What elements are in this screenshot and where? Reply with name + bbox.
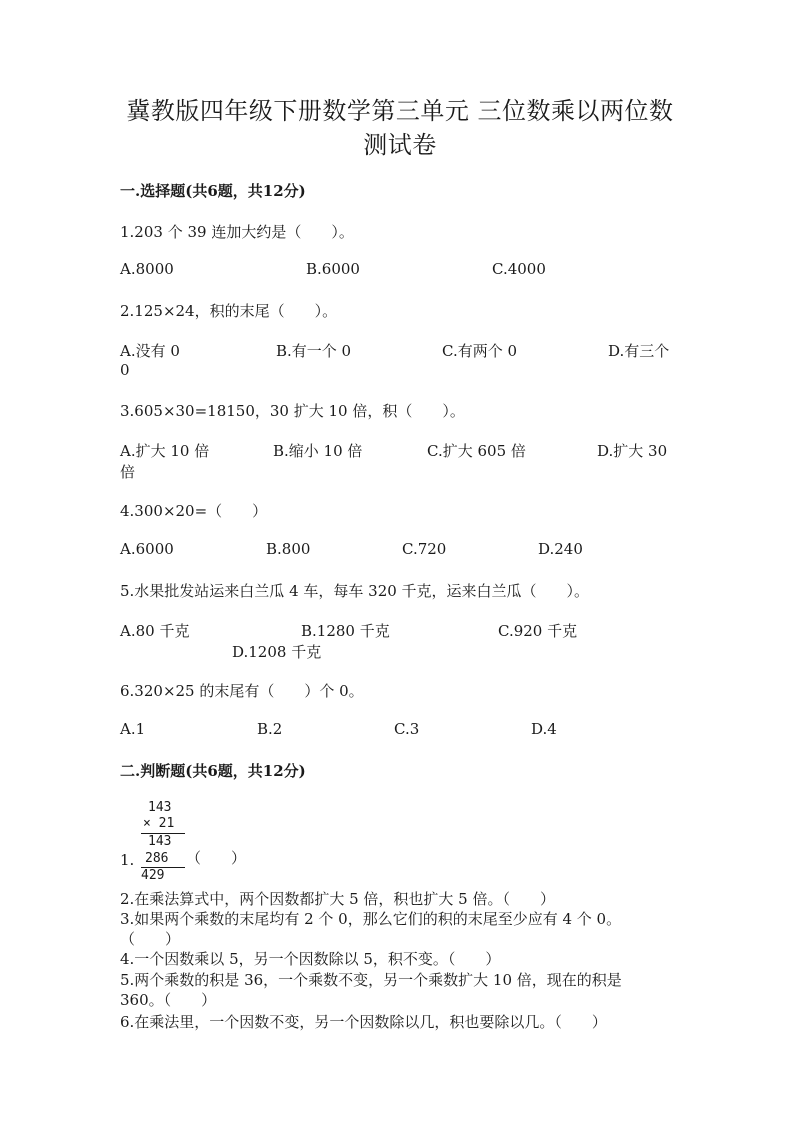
calc-multiplicand: 143 (148, 800, 172, 815)
q2-option-c[interactable]: C.有两个 0 (442, 342, 518, 360)
q2-option-d-wrap: 0 (120, 361, 130, 379)
judge-item-1-blank[interactable]: （ ） (186, 849, 247, 867)
q4-option-a[interactable]: A.6000 (120, 540, 174, 558)
judge-item-2: 2.在乘法算式中，两个因数都扩大 5 倍，积也扩大 5 倍。（ ） (120, 890, 555, 908)
q3-option-d[interactable]: D.扩大 30 (597, 442, 668, 460)
question-2: 2.125×24，积的末尾（ ）。 (120, 302, 338, 320)
q1-option-c[interactable]: C.4000 (492, 260, 546, 278)
calc-multiplier: × 21 (143, 816, 175, 831)
q4-option-c[interactable]: C.720 (402, 540, 447, 558)
judge-item-5-cont: 360。（ ） (120, 991, 217, 1009)
q6-option-c[interactable]: C.3 (394, 720, 420, 738)
q2-option-d[interactable]: D.有三个 (608, 342, 670, 360)
exam-title-line2: 测试卷 (363, 131, 437, 159)
question-4: 4.300×20=（ ） (120, 502, 268, 520)
section-heading-judgement: 二.判断题(共6题，共12分) (120, 762, 306, 780)
q4-option-b[interactable]: B.800 (266, 540, 311, 558)
q2-option-a[interactable]: A.没有 0 (120, 342, 180, 360)
exam-title-line1: 冀教版四年级下册数学第三单元 三位数乘以两位数 (126, 97, 674, 125)
q5-option-c[interactable]: C.920 千克 (498, 622, 578, 640)
question-3: 3.605×30=18150，30 扩大 10 倍，积（ ）。 (120, 402, 465, 420)
q4-option-d[interactable]: D.240 (538, 540, 583, 558)
q3-option-b[interactable]: B.缩小 10 倍 (273, 442, 363, 460)
judge-item-6: 6.在乘法里，一个因数不变，另一个因数除以几，积也要除以几。（ ） (120, 1013, 607, 1031)
section-heading-choice: 一.选择题(共6题，共12分) (120, 182, 306, 200)
q6-option-b[interactable]: B.2 (257, 720, 283, 738)
judge-item-1-number: 1. (120, 851, 135, 869)
q5-option-a[interactable]: A.80 千克 (120, 622, 190, 640)
q1-option-a[interactable]: A.8000 (120, 260, 174, 278)
calc-partial-1: 143 (148, 834, 172, 849)
q3-option-a[interactable]: A.扩大 10 倍 (120, 442, 210, 460)
q1-option-b[interactable]: B.6000 (306, 260, 360, 278)
q5-option-b[interactable]: B.1280 千克 (301, 622, 390, 640)
calc-partial-2: 286 (145, 851, 169, 866)
q5-option-d[interactable]: D.1208 千克 (232, 643, 322, 661)
question-1: 1.203 个 39 连加大约是（ ）。 (120, 223, 354, 241)
question-6: 6.320×25 的末尾有（ ）个 0。 (120, 682, 364, 700)
judge-item-3: 3.如果两个乘数的末尾均有 2 个 0，那么它们的积的末尾至少应有 4 个 0。 (120, 910, 622, 928)
q2-option-b[interactable]: B.有一个 0 (276, 342, 352, 360)
judge-item-5: 5.两个乘数的积是 36，一个乘数不变，另一个乘数扩大 10 倍，现在的积是 (120, 971, 622, 989)
judge-item-4: 4.一个因数乘以 5，另一个因数除以 5，积不变。（ ） (120, 950, 501, 968)
q3-option-d-wrap: 倍 (120, 463, 136, 481)
q3-option-c[interactable]: C.扩大 605 倍 (427, 442, 526, 460)
judge-item-3-blank[interactable]: （ ） (120, 930, 181, 948)
calc-result: 429 (141, 868, 165, 883)
question-5: 5.水果批发站运来白兰瓜 4 车，每车 320 千克，运来白兰瓜（ ）。 (120, 582, 590, 600)
q6-option-d[interactable]: D.4 (531, 720, 557, 738)
q6-option-a[interactable]: A.1 (120, 720, 146, 738)
